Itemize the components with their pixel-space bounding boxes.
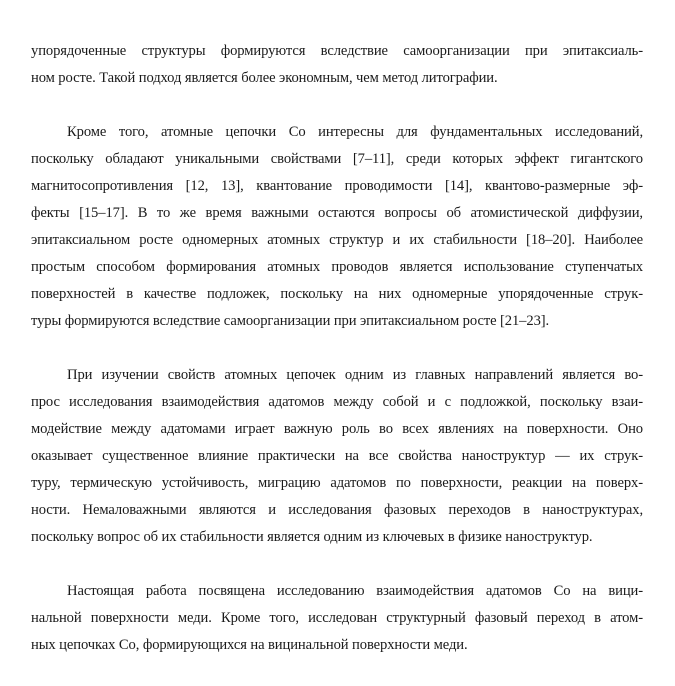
text-line: туру, термическую устойчивость, миграцию адатомов по поверхности, реакции на поверх- [31,475,643,491]
text-line: При изучении свойств атомных цепочек одним из главных направлений является во- [67,367,643,383]
text-line: прос исследования взаимодействия адатомов между собой и с подложкой, поскольку взаи- [31,394,643,410]
text-line: поскольку вопрос об их стабильности является одним из ключевых в физике наноструктур. [31,529,593,545]
text-line: поверхностей в качестве подложек, поскольку на них одномерные упорядоченные струк- [31,286,643,302]
text-line: Кроме того, атомные цепочки Co интересны для фундаментальных исследований, [67,124,643,140]
text-line: ном росте. Такой подход является более экономным, чем метод литографии. [31,70,498,86]
text-line: поскольку обладают уникальными свойствами [7–11], среди которых эффект гигантского [31,151,643,167]
paragraph [31,362,643,551]
paragraph [31,578,643,659]
text-line: модействие между адатомами играет важную роль во всех явлениях на поверхности. Оно [31,421,643,437]
text-line: оказывает существенное влияние практически на все свойства наноструктур — их струк- [31,448,643,464]
document-page [31,38,643,686]
text-line: ности. Немаловажными являются и исследования фазовых переходов в наноструктурах, [31,502,643,518]
paragraph [31,119,643,335]
text-line: нальной поверхности меди. Кроме того, исследован структурный фазовый переход в атом- [31,610,643,626]
text-line: магнитосопротивления [12, 13], квантование проводимости [14], квантово-размерные эф- [31,178,643,194]
text-line: фекты [15–17]. В то же время важными остаются вопросы об атомистической диффузии, [31,205,643,221]
paragraph [31,38,643,92]
text-line: упорядоченные структуры формируются вследствие самоорганизации при эпитаксиаль- [31,43,643,59]
text-line: ных цепочках Co, формирующихся на вицинальной поверхности меди. [31,637,468,653]
text-line: простым способом формирования атомных проводов является использование ступенчатых [31,259,643,275]
text-line: Настоящая работа посвящена исследованию взаимодействия адатомов Co на вици- [67,583,643,599]
text-line: туры формируются вследствие самоорганизации при эпитаксиальном росте [21–23]. [31,313,550,329]
text-line: эпитаксиальном росте одномерных атомных структур и их стабильности [18–20]. Наиболее [31,232,643,248]
